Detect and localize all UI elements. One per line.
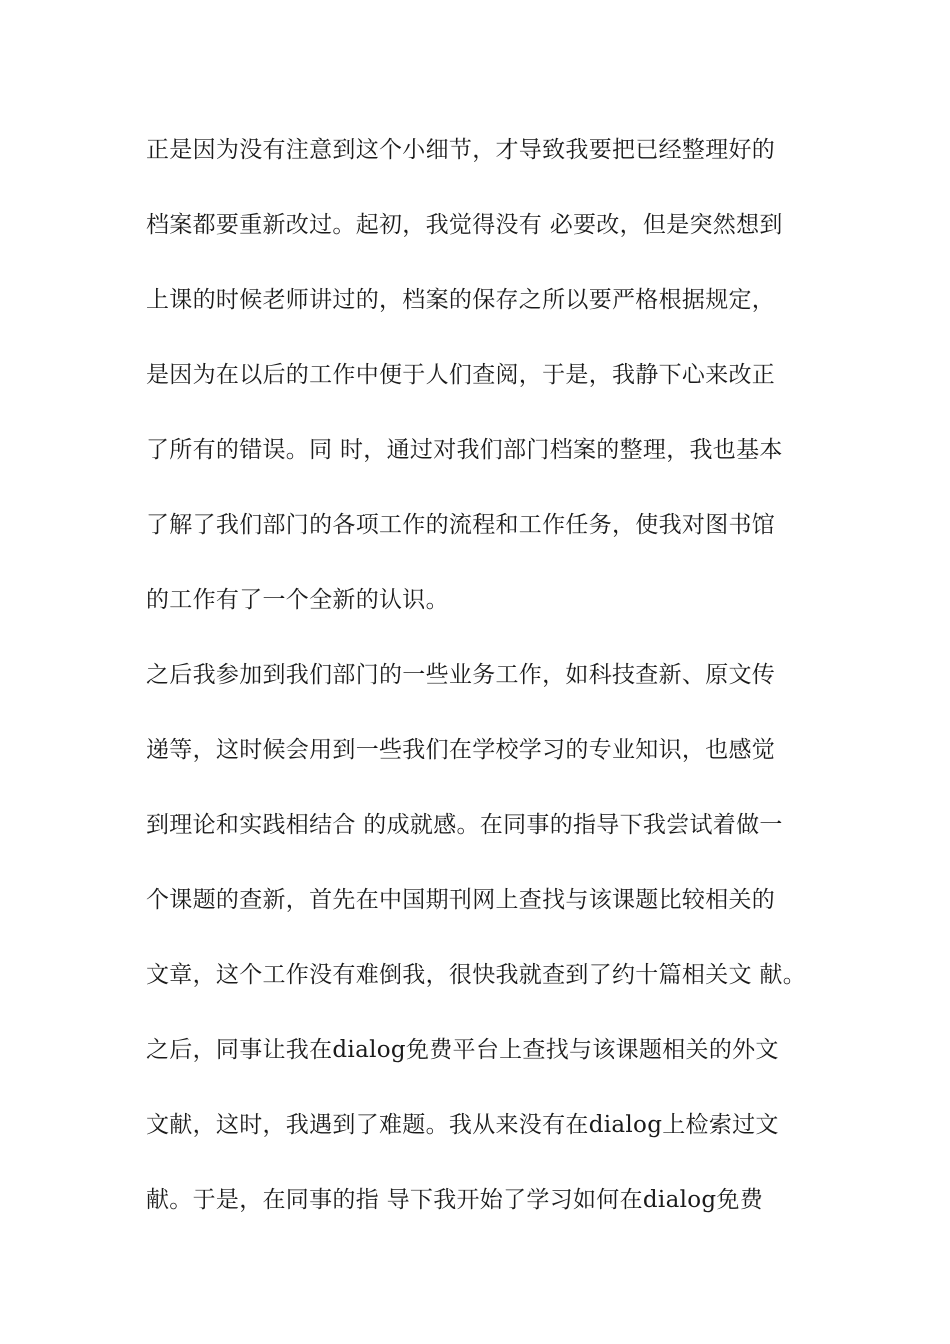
text-line: 之后我参加到我们部门的一些业务工作，如科技查新、原文传: [146, 662, 776, 688]
text-line: 文献，这时，我遇到了难题。我从来没有在dialog上检索过文: [146, 1112, 779, 1138]
body-text: [146, 128, 846, 1253]
text-line: 之后，同事让我在dialog免费平台上查找与该课题相关的外文: [146, 1037, 779, 1063]
text-line: 献。于是，在同事的指 导下我开始了学习如何在dialog免费: [146, 1187, 764, 1213]
text-line: 到理论和实践相结合 的成就感。在同事的指导下我尝试着做一: [146, 812, 783, 838]
text-line: 是因为在以后的工作中便于人们查阅，于是，我静下心来改正: [146, 362, 776, 388]
text-line: 了解了我们部门的各项工作的流程和工作任务，使我对图书馆: [146, 512, 776, 538]
text-line: 正是因为没有注意到这个小细节，才导致我要把已经整理好的: [146, 137, 776, 163]
text-line: 档案都要重新改过。起初，我觉得没有 必要改，但是突然想到: [146, 212, 783, 238]
text-line: 个课题的查新，首先在中国期刊网上查找与该课题比较相关的: [146, 887, 776, 913]
text-line: 文章，这个工作没有难倒我，很快我就查到了约十篇相关文 献。: [146, 962, 807, 988]
text-line: 递等，这时候会用到一些我们在学校学习的专业知识，也感觉: [146, 737, 776, 763]
text-line: 了所有的错误。同 时，通过对我们部门档案的整理，我也基本: [146, 437, 783, 463]
text-line: 上课的时候老师讲过的，档案的保存之所以要严格根据规定，: [146, 287, 776, 313]
text-line: 的工作有了一个全新的认识。: [146, 587, 449, 613]
